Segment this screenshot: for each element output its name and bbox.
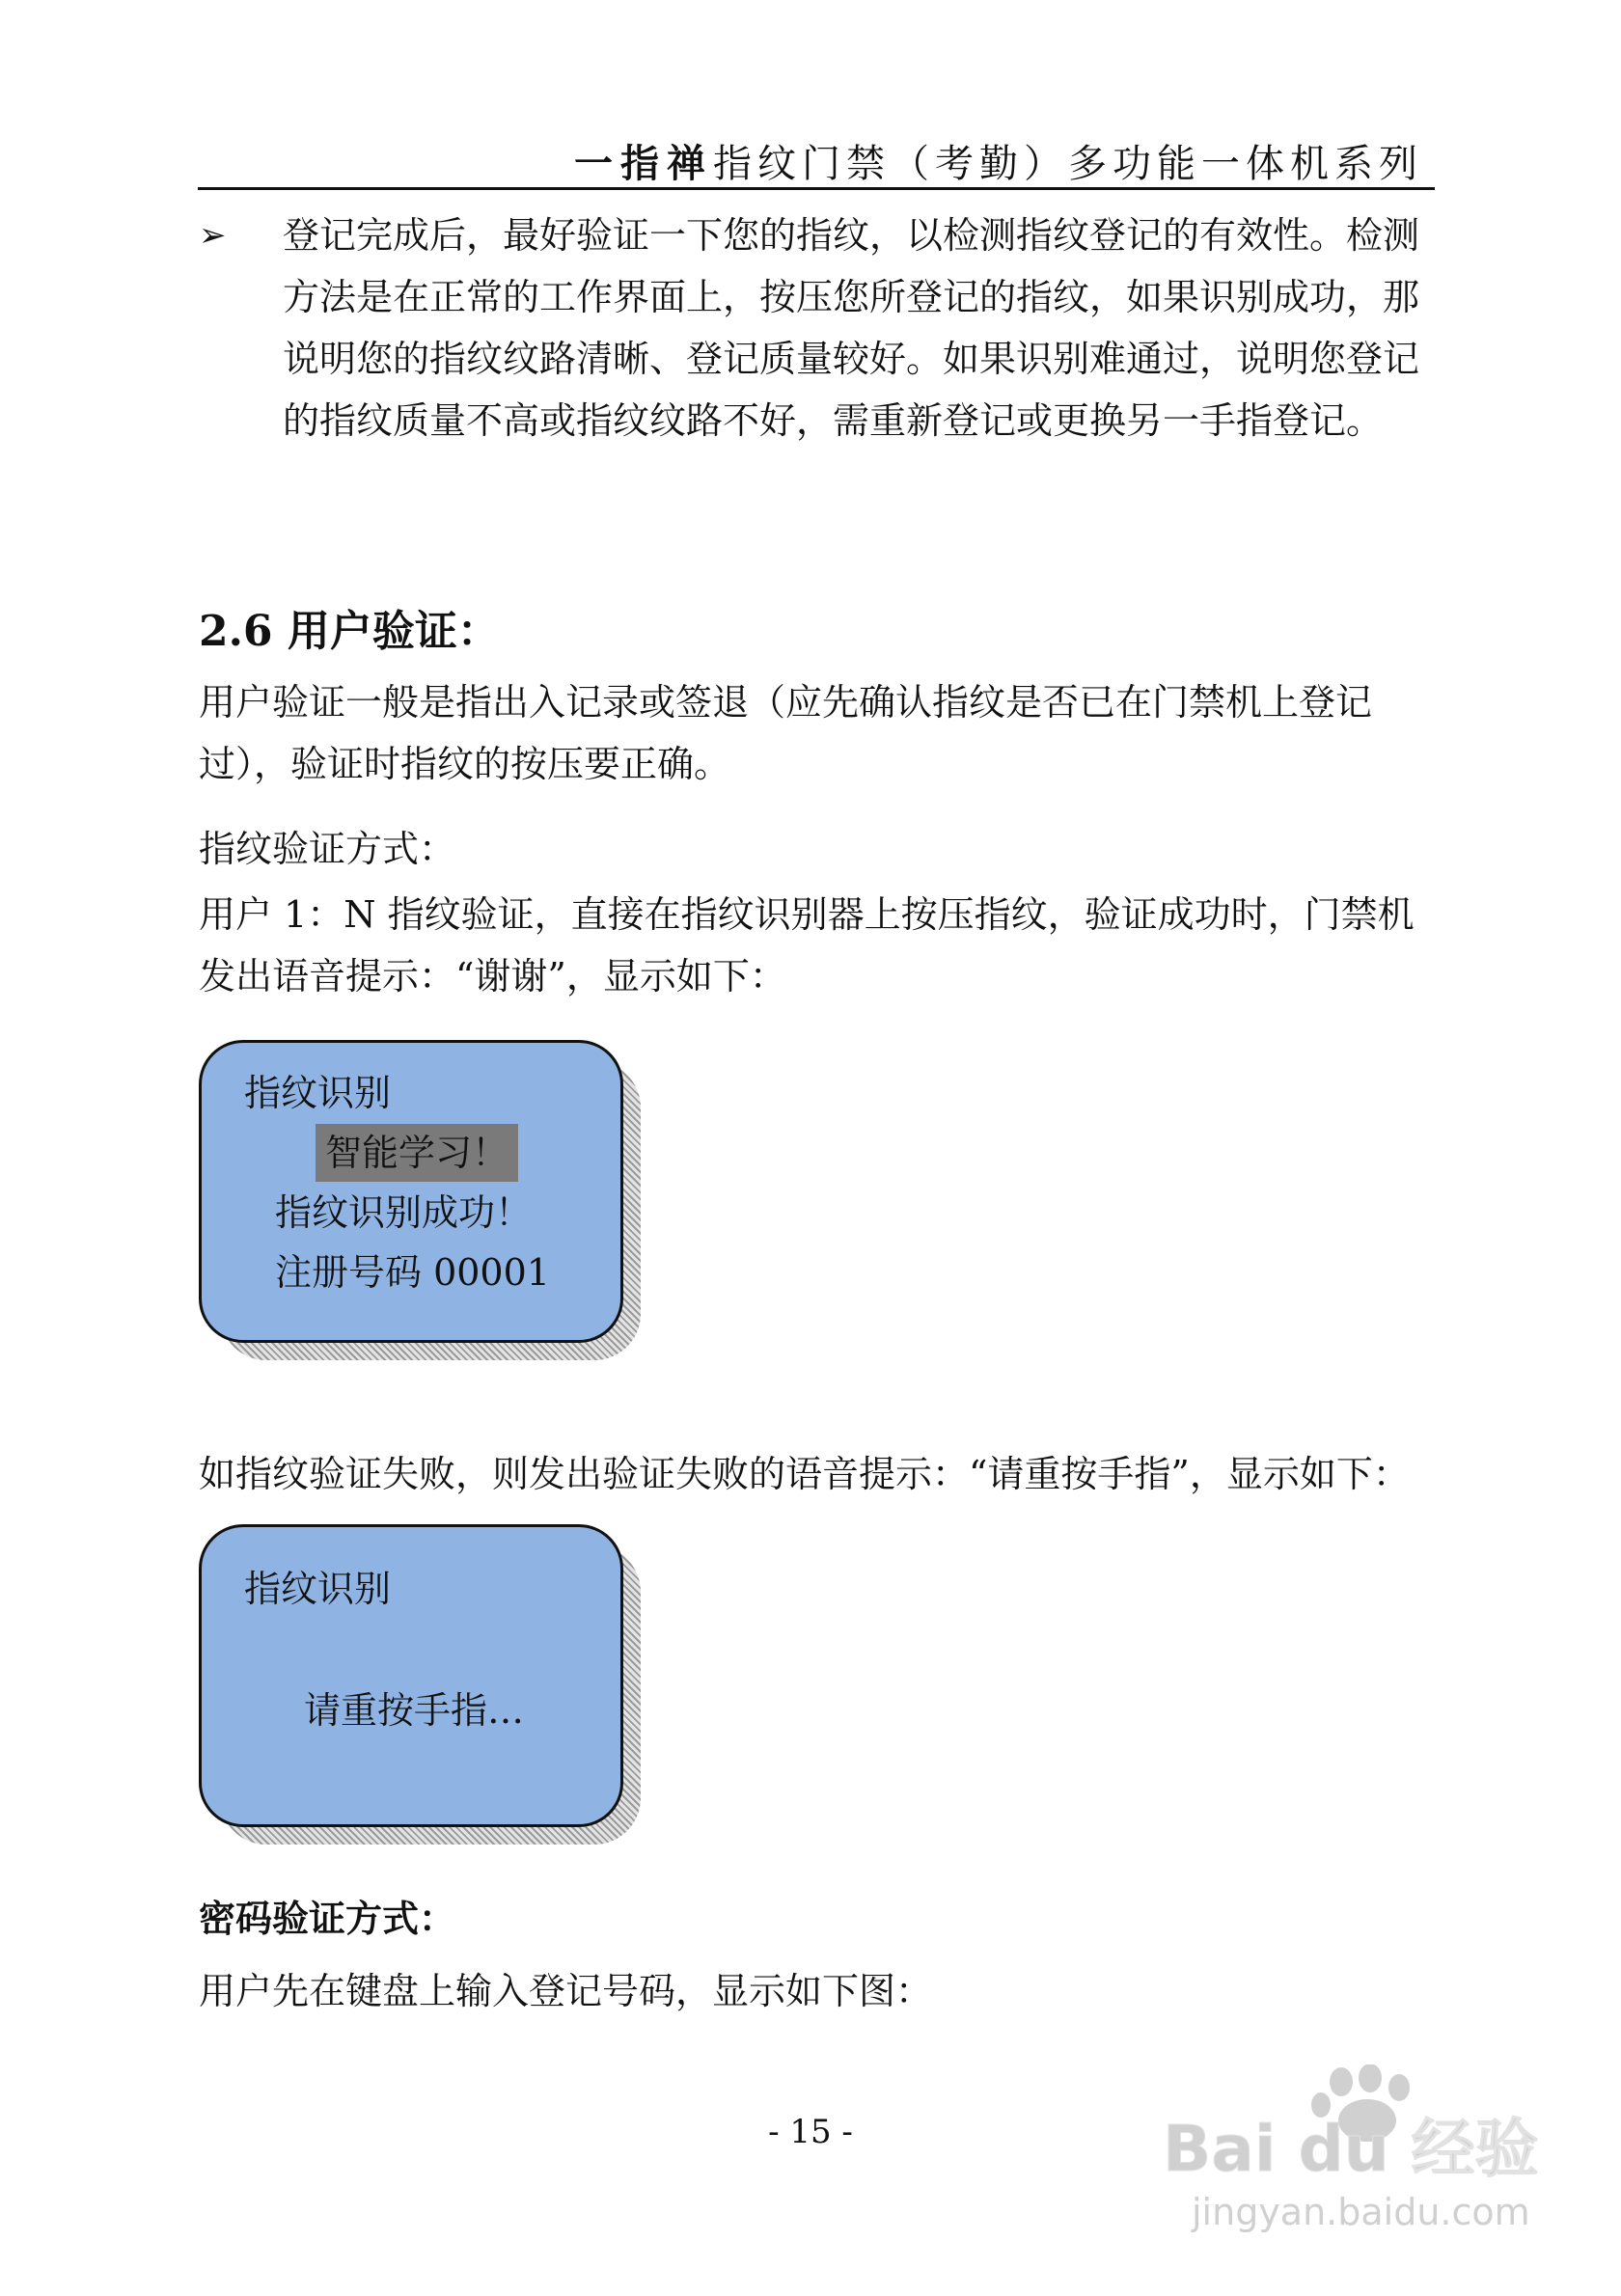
- page-number: - 15 -: [768, 2113, 853, 2151]
- watermark-brand: Bai du 经验: [1163, 2112, 1539, 2186]
- lcd-title: 指纹识别: [244, 1568, 392, 1610]
- intro-paragraph: 用户验证一般是指出入记录或签退（应先确认指纹是否已在门禁机上登记过），验证时指纹的按压要正确。: [199, 681, 1373, 785]
- password-paragraph: 用户先在键盘上输入登记号码，显示如下图：: [199, 1970, 933, 2012]
- fail-paragraph: 如指纹验证失败，则发出验证失败的语音提示：“请重按手指”，显示如下：: [199, 1453, 1410, 1495]
- header-series: 指纹门禁（考勤）多功能一体机系列: [713, 142, 1423, 186]
- fingerprint-paragraph: 用户 1：N 指纹验证，直接在指纹识别器上按压指纹，验证成功时，门禁机发出语音提示：“谢谢”，显示如下：: [199, 893, 1415, 998]
- baidu-watermark: [1153, 2064, 1558, 2238]
- lcd-line-success: 指纹识别成功！: [275, 1191, 533, 1234]
- header-brand: 一指禅: [574, 142, 713, 186]
- lcd-message: 请重按手指…: [304, 1689, 525, 1732]
- fingerprint-method-label: 指纹验证方式：: [199, 828, 456, 870]
- lcd-title: 指纹识别: [244, 1072, 392, 1114]
- lcd-line-register-number: 注册号码 00001: [275, 1251, 550, 1294]
- watermark-url: jingyan.baidu.com: [1192, 2191, 1530, 2233]
- lcd-display: [199, 1524, 623, 1827]
- password-method-label: 密码验证方式：: [199, 1897, 456, 1940]
- bullet-paragraph: 登记完成后，最好验证一下您的指纹，以检测指纹登记的有效性。检测方法是在正常的工作界面上，按压您所登记的指纹，如果识别成功，那说明您的指纹纹路清晰、登记质量较好。如果识别难通过，说明您登记的指纹质量不高或指纹纹路不好，需重新登记或更换另一手指登记。: [283, 214, 1420, 442]
- bullet-arrow-icon: ➢: [199, 216, 227, 255]
- section-title: 2.6 用户验证：: [199, 607, 500, 656]
- lcd-highlight: 智能学习！: [316, 1124, 518, 1182]
- page-header: [198, 123, 1435, 190]
- header-title: [574, 133, 1423, 188]
- lcd-display: [199, 1040, 623, 1343]
